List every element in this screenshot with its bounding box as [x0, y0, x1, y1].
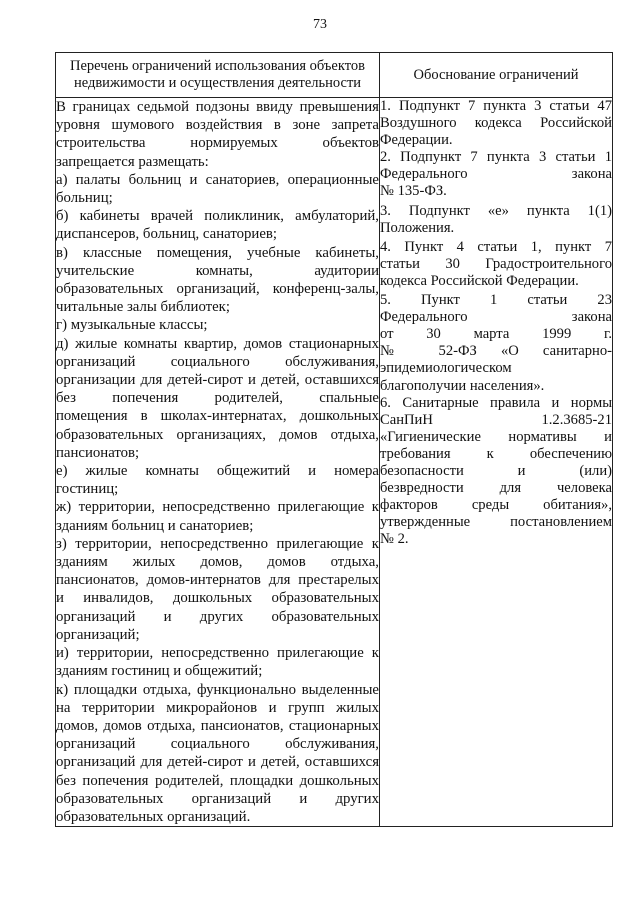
text-line: 3. Подпункт «е» пункта 1(1)	[380, 202, 612, 219]
text-line: без попечения родителей, спальные	[56, 390, 379, 407]
text-line: утвержденные постановлением	[380, 514, 612, 531]
text-line: благополучии населения».	[380, 377, 545, 394]
text-line: и) территории, непосредственно прилегающие к	[56, 645, 379, 662]
text-line: Федерального закона	[380, 309, 612, 326]
text-line: домов, домов отдыха, пансионатов, стационарных	[56, 717, 379, 734]
text-line: пансионатов;	[56, 444, 140, 461]
text-line: а) палаты больниц и санаториев, операционные	[56, 171, 379, 188]
text-line: к) площадки отдыха, функционально выделенные	[56, 681, 379, 698]
text-line: учительские комнаты, аудитории	[56, 262, 379, 279]
text-line: № 2.	[380, 531, 409, 548]
text-line: запрещается размещать:	[56, 153, 209, 170]
header-justification: Обоснование ограничений	[380, 53, 613, 98]
text-line: № 52-ФЗ «О санитарно-	[380, 343, 612, 360]
text-line: д) жилые комнаты квартир, домов стационарных	[56, 335, 379, 352]
text-line: организаций социального обслуживания,	[56, 736, 379, 753]
page-number: 73	[313, 17, 327, 32]
text-line: Положения.	[380, 219, 455, 236]
text-line: читальные залы библиотек;	[56, 299, 230, 316]
text-line: СанПиН 1.2.3685-21	[380, 411, 612, 428]
text-line: образовательных организаций и других	[56, 790, 379, 807]
text-line: строительства нормируемых объектов	[56, 135, 379, 152]
text-line: «Гигиенические нормативы и	[380, 428, 612, 445]
header-restrictions-list	[56, 53, 380, 98]
text-line: больниц;	[56, 190, 113, 207]
text-line: 6. Санитарные правила и нормы	[380, 394, 612, 411]
text-line: Федерального закона	[380, 166, 612, 183]
text-line: образовательных организаций, конференц-залы,	[56, 281, 379, 298]
text-line: з) территории, непосредственно прилегающие к	[56, 535, 379, 552]
text-line: 4. Пункт 4 статьи 1, пункт 7	[380, 238, 612, 255]
table-row	[56, 98, 613, 827]
text-line: безопасности и (или)	[380, 462, 612, 479]
text-line: диспансеров, больниц, санаториев;	[56, 226, 278, 243]
text-line: Воздушного кодекса Российской	[380, 115, 612, 132]
text-line: организаций;	[56, 626, 140, 643]
text-line: статьи 30 Градостроительного	[380, 255, 612, 272]
text-line: б) кабинеты врачей поликлиник, амбулаторий,	[56, 208, 379, 225]
text-line: кодекса Российской Федерации.	[380, 272, 579, 289]
restrictions-cell	[56, 98, 380, 827]
text-line: зданиям больниц и санаториев;	[56, 517, 254, 534]
text-line: организаций для детей-сирот и детей, оставшихся	[56, 754, 379, 771]
text-line: образовательных организаций.	[56, 808, 251, 825]
text-line: факторов среды обитания»,	[380, 497, 612, 514]
justification-cell	[380, 98, 613, 827]
text-line: 2. Подпункт 7 пункта 3 статьи 1	[380, 149, 612, 166]
text-line: г) музыкальные классы;	[56, 317, 208, 334]
text-line: безвредности для человека	[380, 480, 612, 497]
restrictions-table	[55, 52, 613, 827]
text-line: зданиям жилых домов, домов отдыха,	[56, 554, 379, 571]
text-line: образовательных организациях, домов отдыха,	[56, 426, 379, 443]
text-line: требования к обеспечению	[380, 445, 612, 462]
text-line: в) классные помещения, учебные кабинеты,	[56, 244, 379, 261]
text-line: эпидемиологическом	[380, 360, 512, 377]
text-line: ж) территории, непосредственно прилегающие к	[56, 499, 379, 516]
header-line: Перечень ограничений использования объектов	[70, 58, 365, 74]
text-line: от 30 марта 1999 г.	[380, 326, 612, 343]
text-line: 5. Пункт 1 статьи 23	[380, 292, 612, 309]
text-line: пансионатов, домов-интернатов для престарелых	[56, 572, 379, 589]
text-line: и инвалидов, дошкольных образовательных	[56, 590, 379, 607]
text-line: В границах седьмой подзоны ввиду превышения	[56, 99, 379, 115]
table-header-row	[56, 53, 613, 98]
text-line: помещения в школах-интернатах, дошкольных	[56, 408, 379, 425]
text-line: на территории микрорайонов и групп жилых	[56, 699, 379, 716]
text-line: организации для детей-сирот и детей, оставшихся	[56, 372, 379, 389]
text-line: без попечения родителей, площадки дошкольных	[56, 772, 379, 789]
text-line: гостиниц;	[56, 481, 119, 498]
text-line: е) жилые комнаты общежитий и номера	[56, 463, 379, 480]
text-line: № 135-ФЗ.	[380, 183, 447, 200]
header-line: недвижимости и осуществления деятельности	[73, 75, 362, 91]
text-line: уровня шумового воздействия в зоне запрета	[56, 117, 379, 134]
text-line: Федерации.	[380, 132, 453, 149]
text-line: организаций социального обслуживания,	[56, 353, 379, 370]
text-line: организаций и других образовательных	[56, 608, 379, 625]
text-line: зданиям гостиниц и общежитий;	[56, 663, 263, 680]
text-line: 1. Подпункт 7 пункта 3 статьи 47	[380, 98, 612, 114]
